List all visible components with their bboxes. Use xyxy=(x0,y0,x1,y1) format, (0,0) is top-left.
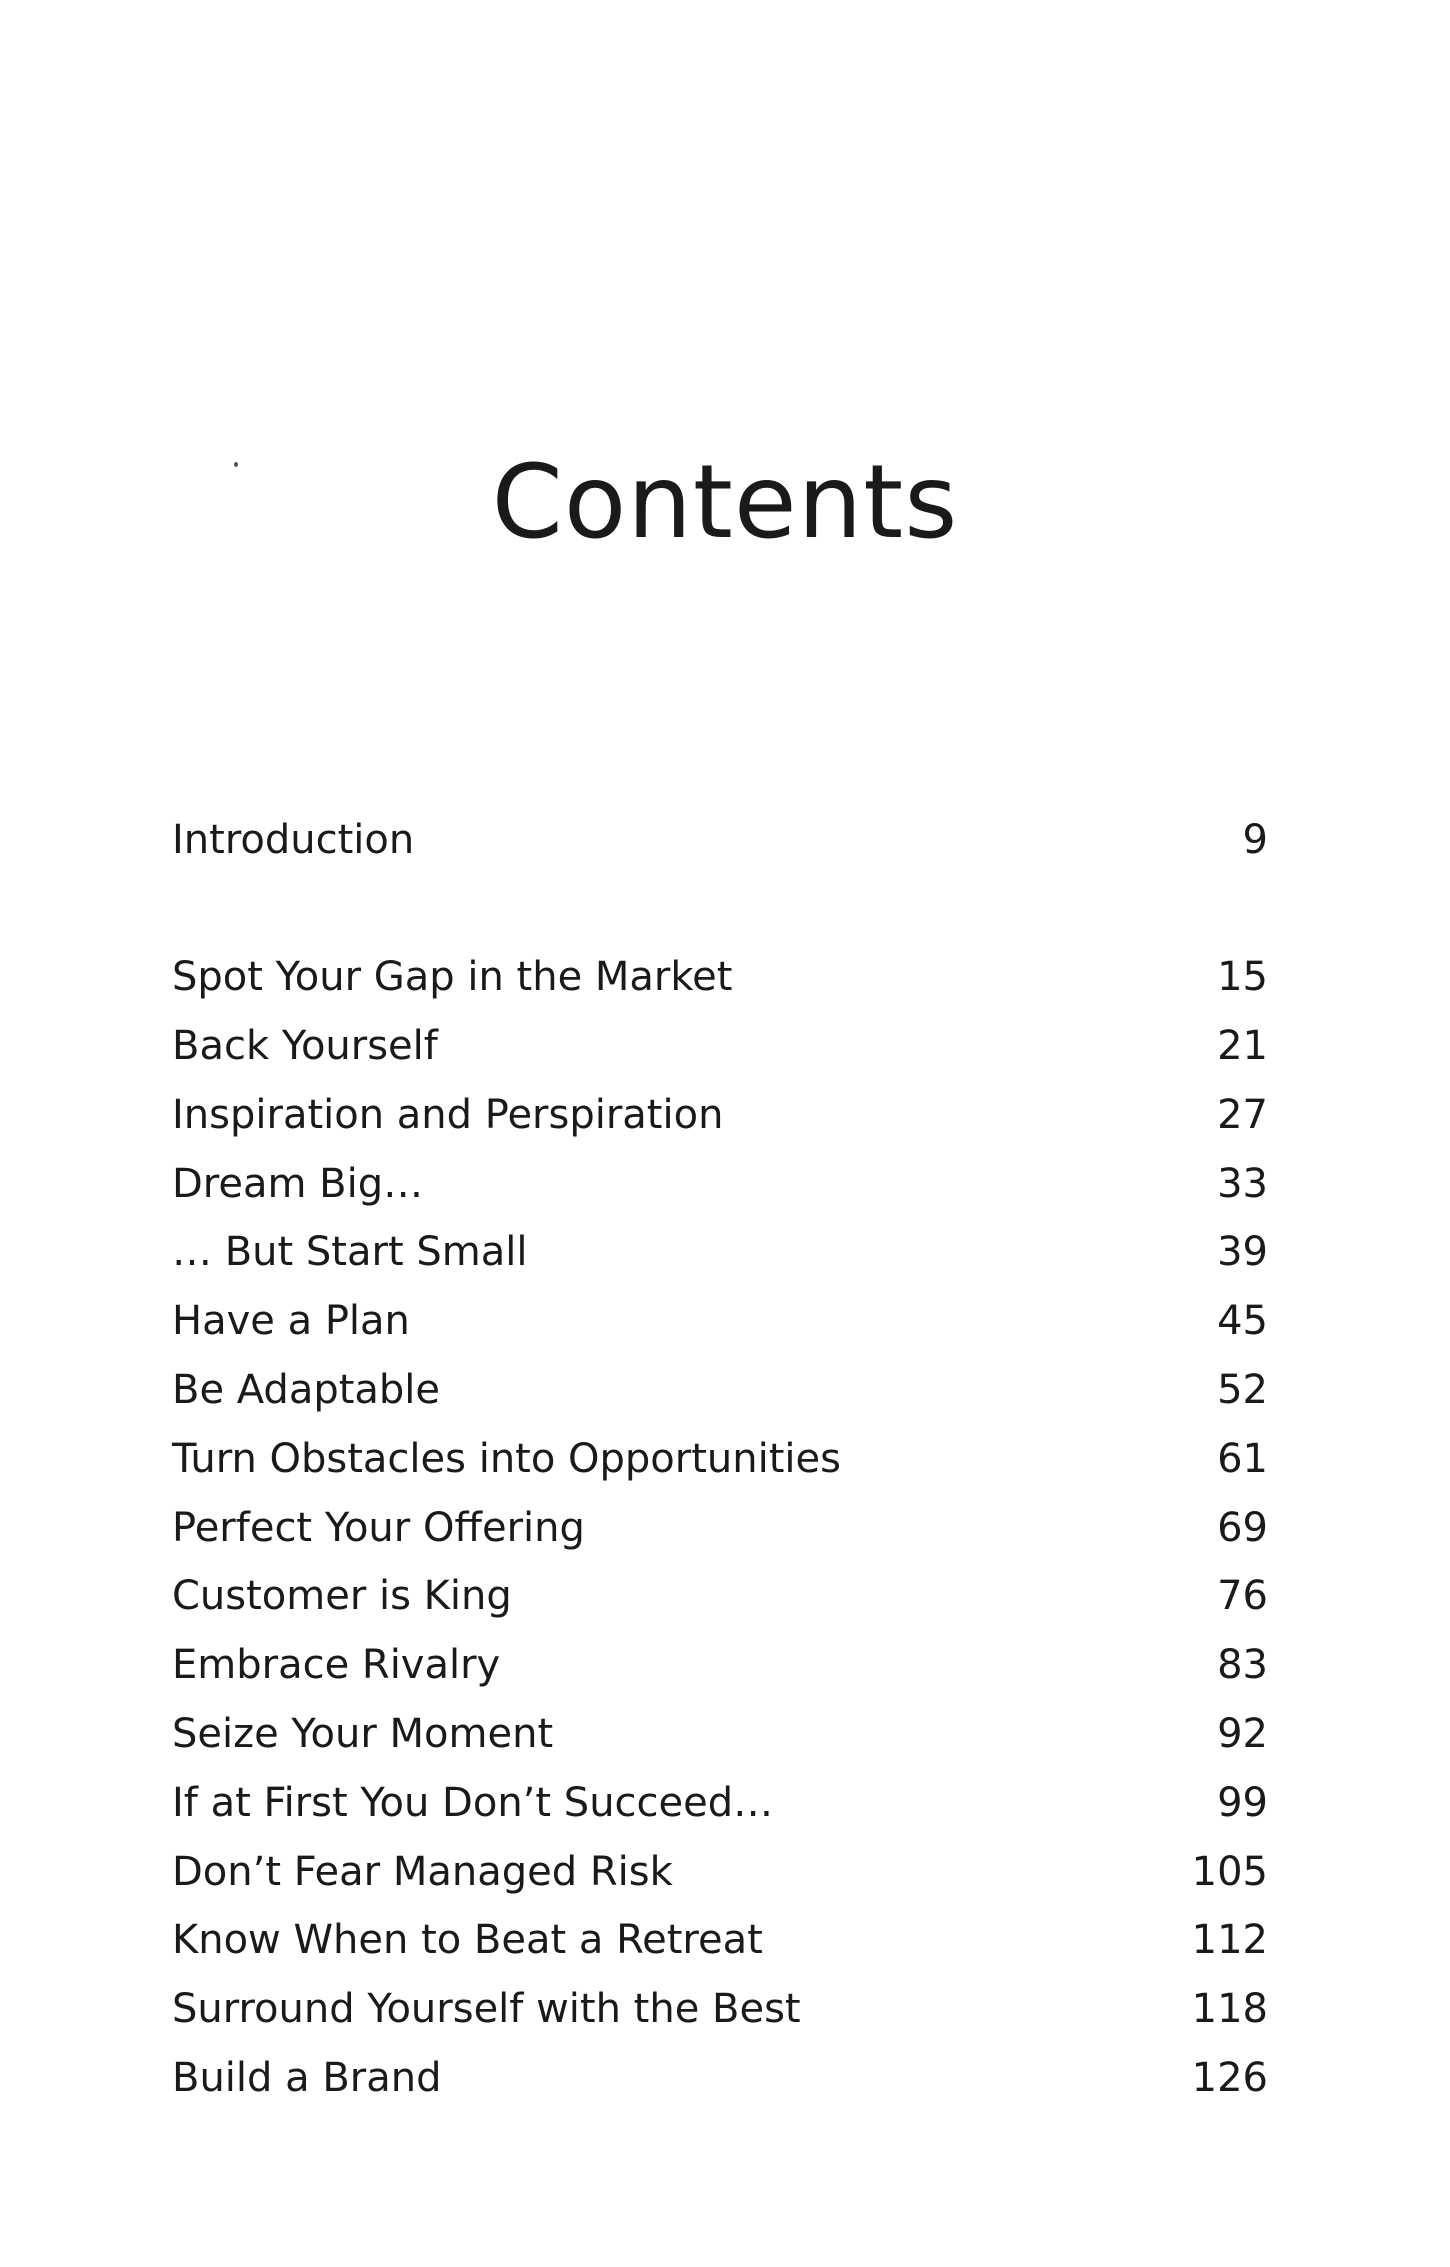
toc-entry-page: 69 xyxy=(1217,1504,1268,1551)
toc-entry-page: 83 xyxy=(1217,1642,1268,1689)
toc-entry-page: 33 xyxy=(1217,1160,1268,1207)
toc-entry xyxy=(172,1012,1268,1081)
toc-entry-page: 15 xyxy=(1217,954,1268,1001)
toc-entry xyxy=(172,2044,1268,2113)
toc-entry xyxy=(172,1287,1268,1356)
toc-entry-title: Inspiration and Perspiration xyxy=(172,1091,724,1138)
toc-entry-page: 45 xyxy=(1217,1298,1268,1345)
toc-entry xyxy=(172,1700,1268,1769)
toc-entry xyxy=(172,1837,1268,1906)
toc-entry-title: Don’t Fear Managed Risk xyxy=(172,1848,673,1895)
toc-entry-title: Turn Obstacles into Opportunities xyxy=(172,1435,841,1482)
toc-entry xyxy=(172,1562,1268,1631)
toc-entry xyxy=(172,806,1268,875)
page-title: Contents xyxy=(491,443,959,562)
toc-entry-title: Be Adaptable xyxy=(172,1366,441,1413)
toc-entry xyxy=(172,943,1268,1012)
toc-entry xyxy=(172,1149,1268,1218)
toc-entry-title: If at First You Don’t Succeed… xyxy=(172,1779,774,1826)
toc-entry-page: 39 xyxy=(1217,1229,1268,1276)
toc-entry xyxy=(172,1906,1268,1975)
toc-entry-page: 126 xyxy=(1191,2054,1268,2101)
toc-entry-page: 92 xyxy=(1217,1710,1268,1757)
toc-entry-page: 9 xyxy=(1242,817,1268,864)
toc-entry-page: 52 xyxy=(1217,1366,1268,1413)
toc-entry-page: 112 xyxy=(1191,1917,1268,1964)
toc-entry-title: Customer is King xyxy=(172,1573,512,1620)
toc-entry xyxy=(172,1080,1268,1149)
toc-entry xyxy=(172,1424,1268,1493)
toc-entry-title: … But Start Small xyxy=(172,1229,528,1276)
toc-entry-title: Spot Your Gap in the Market xyxy=(172,954,733,1001)
toc-entry xyxy=(172,1356,1268,1425)
toc-entry-page: 99 xyxy=(1217,1779,1268,1826)
toc-entry-page: 105 xyxy=(1191,1848,1268,1895)
toc-entry-title: Dream Big… xyxy=(172,1160,424,1207)
toc-entry xyxy=(172,1218,1268,1287)
toc-entry-title: Know When to Beat a Retreat xyxy=(172,1917,763,1964)
toc-entry xyxy=(172,1631,1268,1700)
toc-entry-page: 27 xyxy=(1217,1091,1268,1138)
toc-entry xyxy=(172,1975,1268,2044)
toc-entry xyxy=(172,1493,1268,1562)
toc-entry-title: Surround Yourself with the Best xyxy=(172,1986,801,2033)
toc-entry-title: Build a Brand xyxy=(172,2054,442,2101)
toc-entry-title: Back Yourself xyxy=(172,1022,438,1069)
toc-entry-title: Introduction xyxy=(172,817,415,864)
toc-entry-title: Seize Your Moment xyxy=(172,1710,554,1757)
toc-entry-title: Have a Plan xyxy=(172,1298,410,1345)
toc-entry-page: 21 xyxy=(1217,1022,1268,1069)
toc-entry-page: 76 xyxy=(1217,1573,1268,1620)
toc-entry-title: Perfect Your Offering xyxy=(172,1504,585,1551)
toc-entry-title: Embrace Rivalry xyxy=(172,1642,501,1689)
toc-entry xyxy=(172,1768,1268,1837)
table-of-contents xyxy=(172,806,1268,2112)
toc-entry-page: 118 xyxy=(1191,1986,1268,2033)
toc-entry-page: 61 xyxy=(1217,1435,1268,1482)
